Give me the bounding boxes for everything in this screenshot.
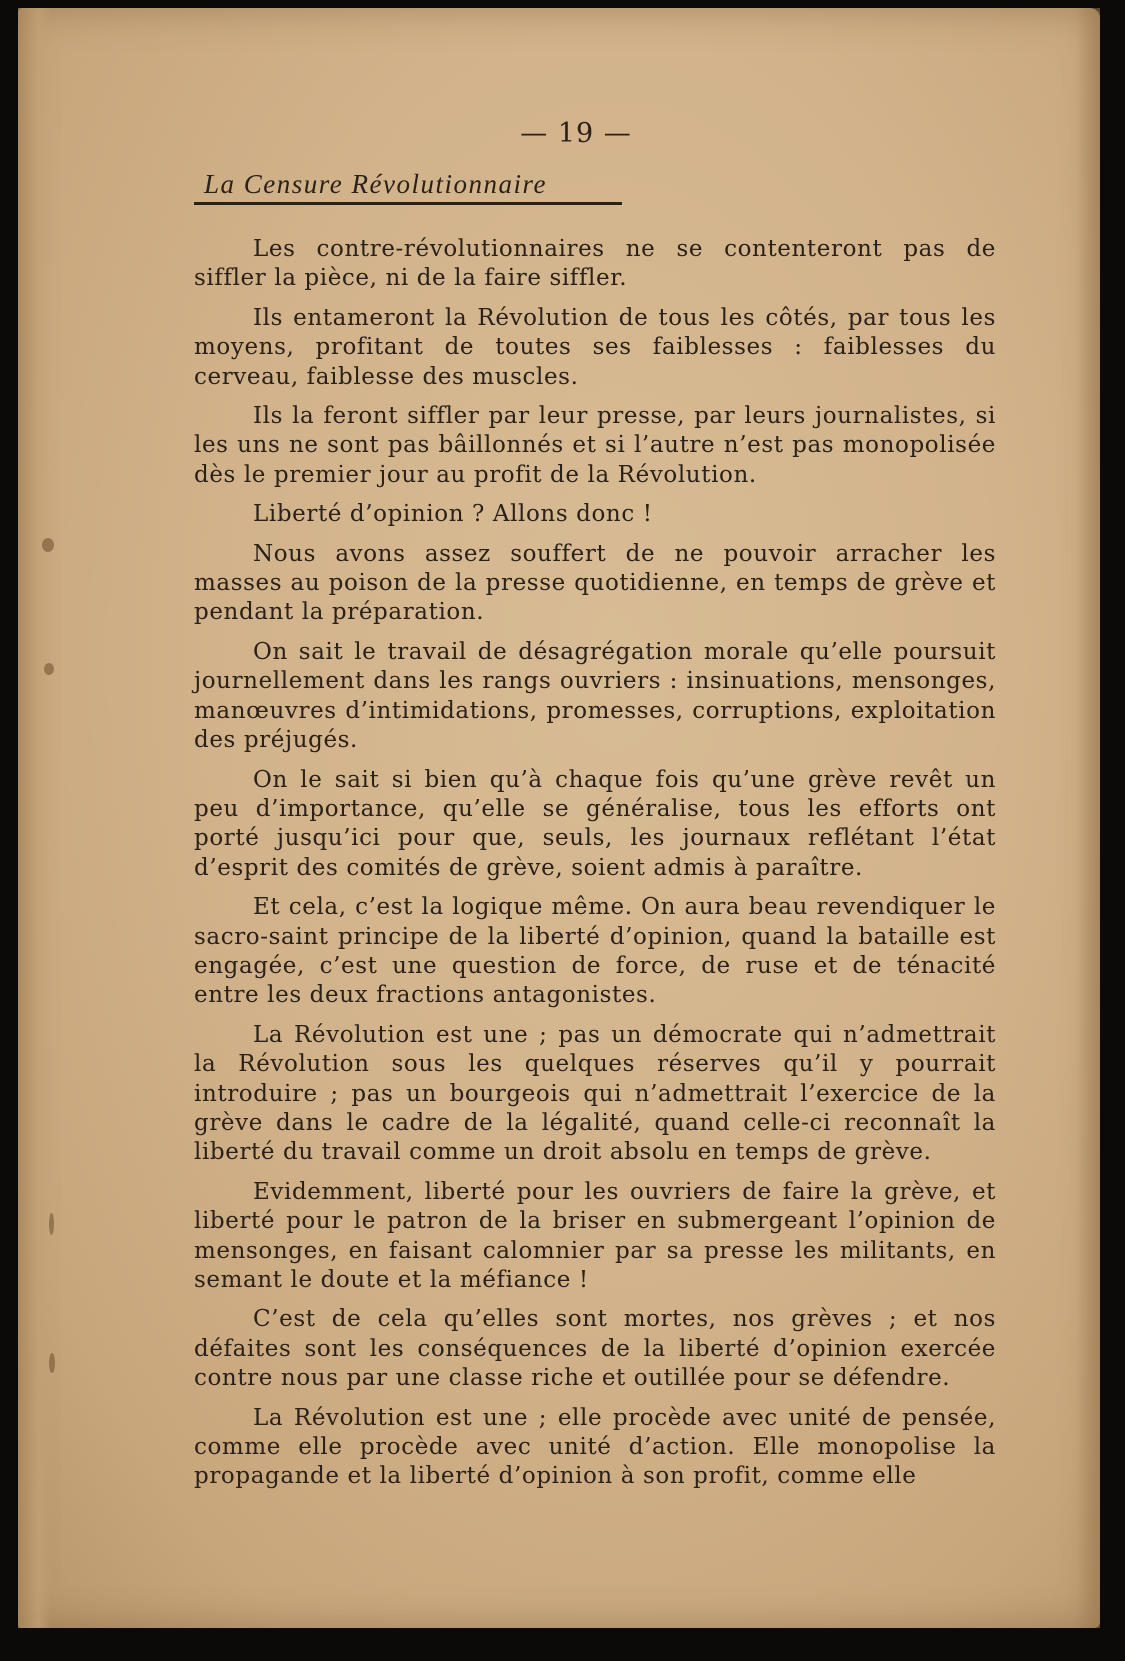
running-header: [194, 169, 622, 205]
paragraph: Liberté d’opinion ? Allons donc !: [253, 501, 653, 528]
margin-stain: [49, 1353, 55, 1373]
running-title: La Censure Révolutionnaire: [204, 169, 547, 199]
page-outer-edge: [1076, 8, 1100, 1628]
page-number: — 19 —: [520, 118, 632, 149]
paragraph: La Révolution est une ; pas un démocrate qui n’admettrait la Révolution sous les quelques réserves qu’il y pourrait introduire ; pas un bourgeois qui n’admettrait l’exercice de la grève dans le cadre de la légalité, quand celle-ci reconnaît la liberté du travail comme un droit absolu en temps de grève.: [194, 1021, 996, 1166]
paragraph: Ils entameront la Révolution de tous les côtés, par tous les moyens, profitant de toutes ses faiblesses : faiblesses du cerveau, faiblesse des muscles.: [194, 304, 996, 390]
paragraph: La Révolution est une ; elle procède avec unité de pensée, comme elle procède avec unité d’action. Elle monopolise la propagande et la liberté d’opinion à son profit, comme elle: [194, 1404, 996, 1490]
paragraph: Ils la feront siffler par leur presse, par leurs journalistes, si les uns ne sont pas bâillonnés et si l’autre n’est pas monopolisée dès le premier jour au profit de la Révolution.: [194, 403, 996, 488]
page-binding-edge: [18, 8, 52, 1628]
paragraph: On sait le travail de désagrégation morale qu’elle poursuit journellement dans les rangs ouvriers : insinuations, mensonges, manœuvres d’intimidations, promesses, corruptions, exploitation des préjugés.: [194, 638, 996, 754]
margin-stain: [44, 663, 54, 675]
paragraph: Les contre-révolutionnaires ne se contenteront pas de siffler la pièce, ni de la faire siffler.: [194, 236, 996, 292]
paragraph: On le sait si bien qu’à chaque fois qu’une grève revêt un peu d’importance, qu’elle se généralise, tous les efforts ont porté jusqu’ici pour que, seuls, les journaux reflétant l’état d’esprit des comités de grève, soient admis à paraître.: [194, 766, 996, 881]
body-text: [176, 235, 996, 1492]
margin-stain: [49, 1213, 54, 1235]
paragraph: Nous avons assez souffert de ne pouvoir arracher les masses au poison de la presse quotidienne, en temps de grève et pendant la préparation.: [194, 540, 996, 626]
page-content: [176, 118, 996, 1502]
paragraph: C’est de cela qu’elles sont mortes, nos grèves ; et nos défaites sont les conséquences de la liberté d’opinion exercée contre nous par une classe riche et outillée pour se défendre.: [194, 1306, 996, 1392]
book-page: [18, 8, 1100, 1628]
paragraph: Evidemment, liberté pour les ouvriers de faire la grève, et liberté pour le patron de la briser en submergeant l’opinion de mensonges, en faisant calomnier par sa presse les militants, en semant le doute et la méfiance !: [194, 1178, 996, 1293]
margin-stain: [42, 538, 54, 552]
paragraph: Et cela, c’est la logique même. On aura beau revendiquer le sacro-saint principe de la liberté d’opinion, quand la bataille est engagée, c’est une question de force, de ruse et de ténacité entre les deux fractions antagonistes.: [194, 894, 996, 1009]
